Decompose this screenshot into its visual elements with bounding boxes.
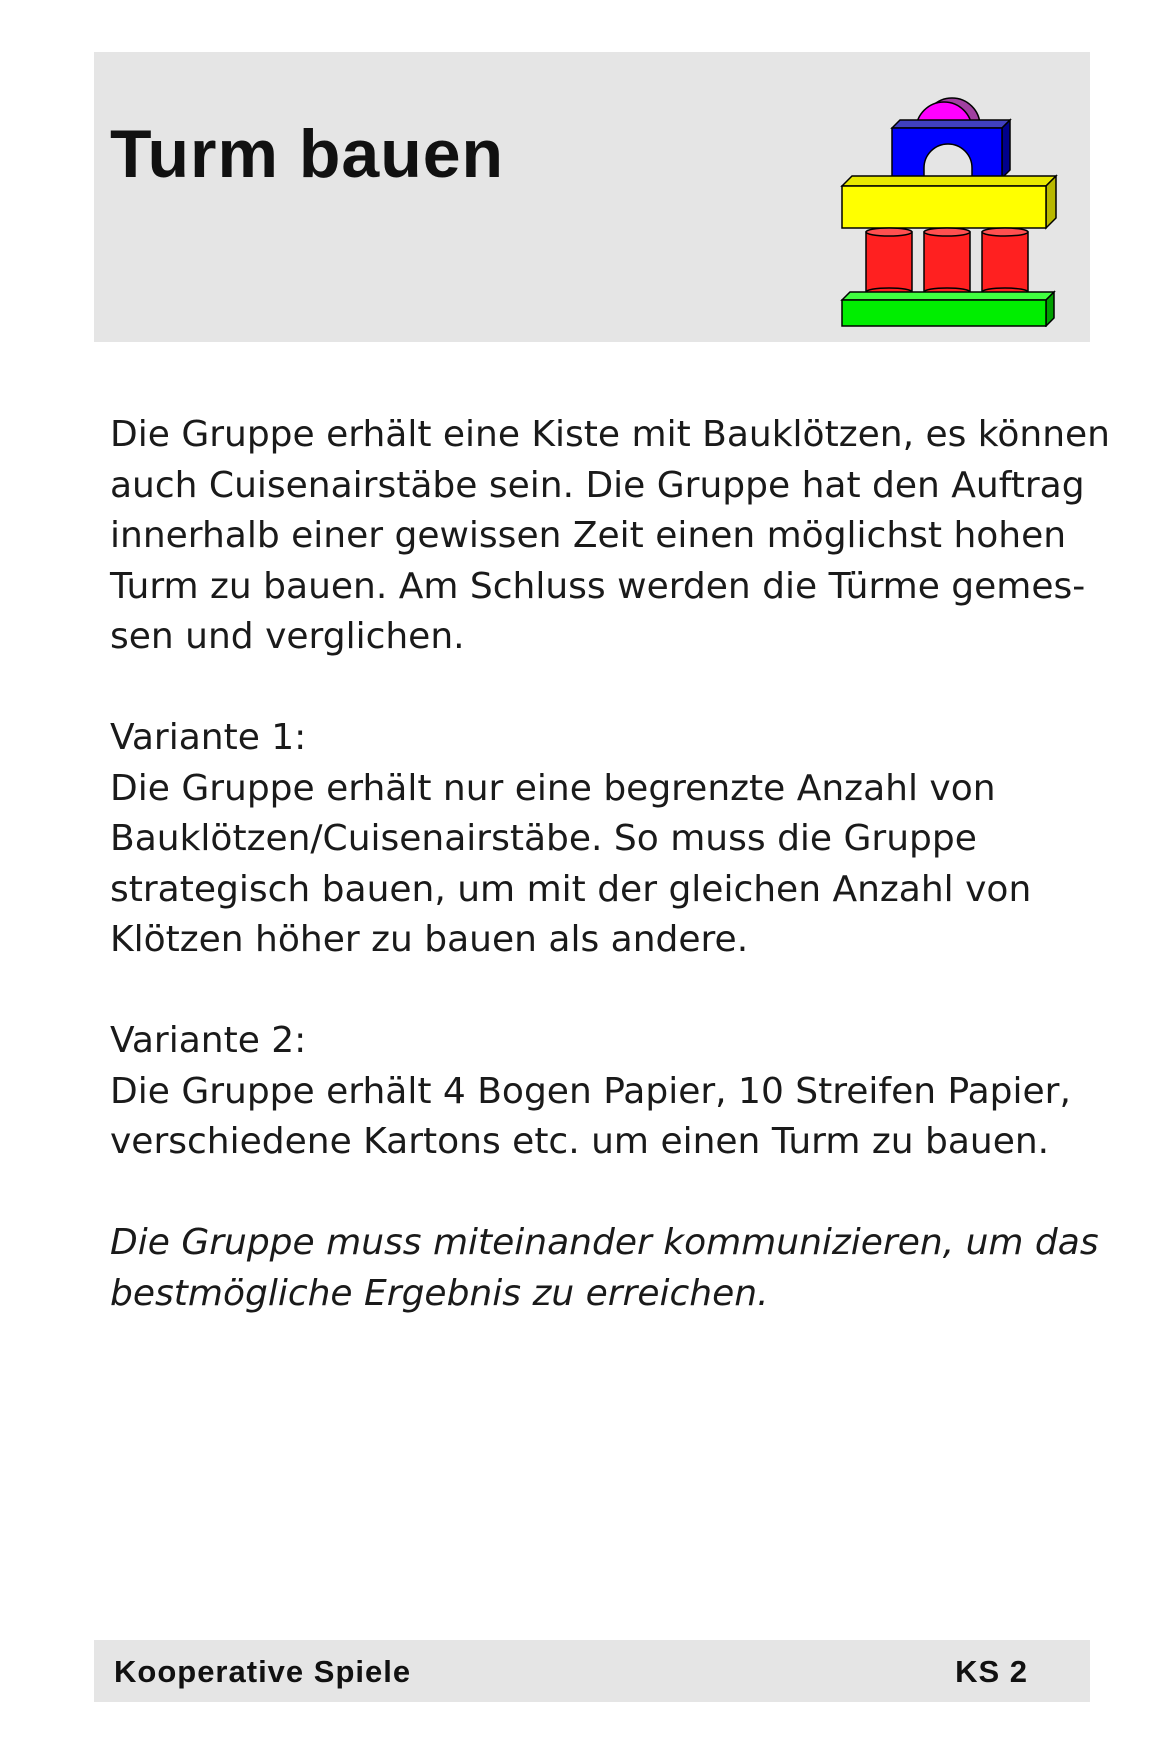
cylinder-block	[924, 228, 970, 296]
variant-2-line: verschiedene Kartons etc. um einen Turm zu bauen.	[110, 1121, 1050, 1162]
beam-block	[842, 176, 1056, 228]
variant-2-section	[110, 1016, 1100, 1168]
variant-2-line: Die Gruppe erhält 4 Bogen Papier, 10 Streifen Papier,	[110, 1070, 1071, 1112]
intro-line: innerhalb einer gewissen Zeit einen möglichst hohen	[110, 515, 1067, 556]
base-block	[842, 292, 1054, 326]
header-banner	[94, 52, 1090, 342]
game-description	[110, 410, 1110, 1319]
note-line: Die Gruppe muss miteinander kommunizieren, um das	[110, 1222, 1099, 1263]
intro-line: sen und verglichen.	[110, 616, 465, 657]
intro-line: auch Cuisenairstäbe sein. Die Gruppe hat den Auftrag	[110, 464, 1085, 506]
cylinder-block	[982, 228, 1028, 296]
series-label: Kooperative Spiele	[114, 1654, 412, 1689]
building-blocks-tower-icon	[828, 72, 1058, 327]
intro-line: Turm zu bauen. Am Schluss werden die Türme gemes-	[110, 565, 1086, 607]
variant-1-heading: Variante 1:	[110, 717, 307, 758]
variant-1-section	[110, 713, 1100, 966]
variant-1-line: Die Gruppe erhält nur eine begrenzte Anzahl von	[110, 767, 996, 809]
card-code: KS 2	[955, 1654, 1028, 1689]
variant-1-line: Bauklötzen/Cuisenairstäbe. So muss die Gruppe	[110, 818, 977, 859]
arch-block	[892, 120, 1010, 178]
intro-line: Die Gruppe erhält eine Kiste mit Bauklötzen, es können	[110, 414, 1110, 455]
variant-2-heading: Variante 2:	[110, 1020, 307, 1061]
note-line: bestmögliche Ergebnis zu erreichen.	[110, 1272, 769, 1314]
intro-paragraph	[110, 410, 1110, 663]
footer-bar	[94, 1640, 1090, 1702]
note-section	[110, 1218, 1100, 1319]
variant-1-line: Klötzen höher zu bauen als andere.	[110, 919, 749, 960]
cylinder-block	[866, 228, 912, 296]
variant-1-line: strategisch bauen, um mit der gleichen Anzahl von	[110, 868, 1032, 910]
page-title: Turm bauen	[110, 116, 505, 192]
